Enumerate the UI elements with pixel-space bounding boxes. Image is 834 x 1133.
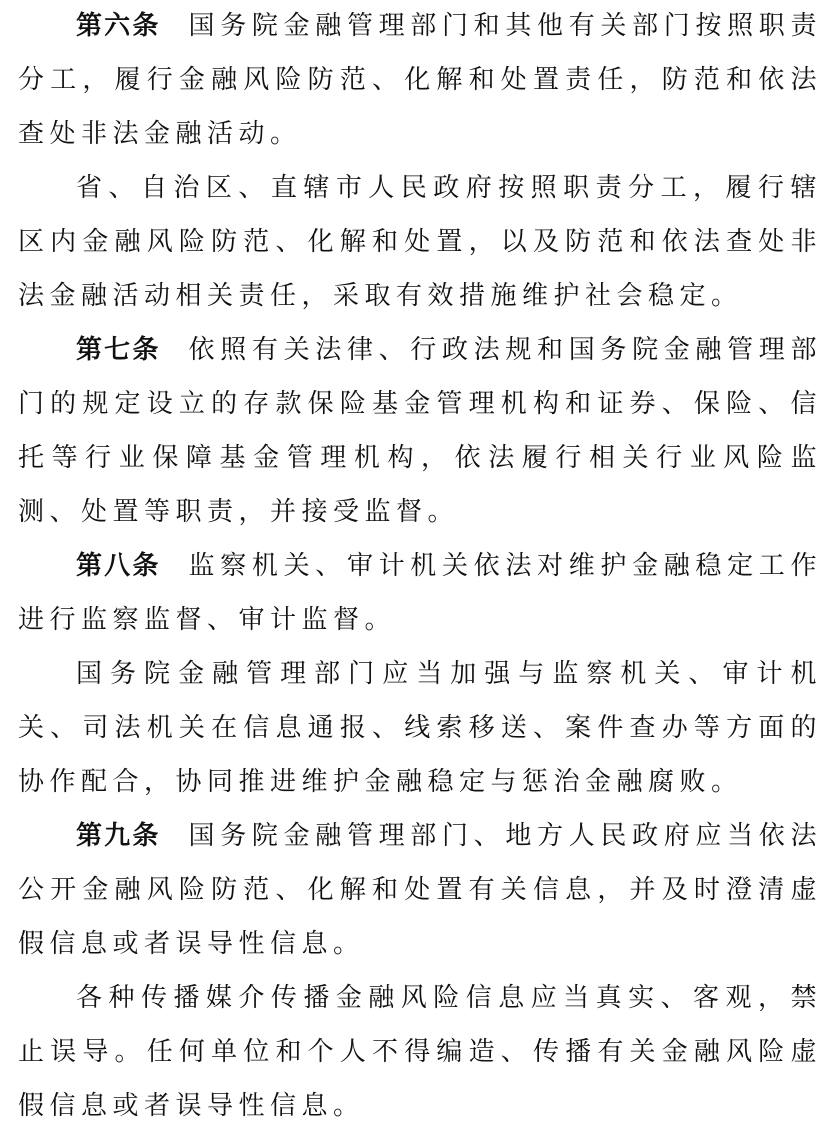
paragraph-text: 依照有关法律、行政法规和国务院金融管理部门的规定设立的存款保险基金管理机构和证券、保险、信托等行业保障基金管理机构，依法履行相关行业风险监测、处置等职责，并接受监督。 [18,335,822,527]
article-label: 第八条 [76,551,161,581]
article-label: 第六条 [76,11,161,41]
article-7-paragraph [18,323,822,539]
article-9-paragraph-2 [18,971,822,1133]
article-label: 第七条 [76,335,161,365]
article-label: 第九条 [76,821,161,851]
article-6-paragraph [18,0,822,161]
document-body [18,0,822,1133]
paragraph-text: 国务院金融管理部门和其他有关部门按照职责分工，履行金融风险防范、化解和处置责任，防范和依法查处非法金融活动。 [18,11,822,149]
article-6-paragraph-2 [18,161,822,323]
article-8-paragraph-2 [18,647,822,809]
article-9-paragraph [18,809,822,971]
article-8-paragraph [18,539,822,647]
paragraph-text: 国务院金融管理部门应当加强与监察机关、审计机关、司法机关在信息通报、线索移送、案件查办等方面的协作配合，协同推进维护金融稳定与惩治金融腐败。 [18,659,822,797]
paragraph-text: 省、自治区、直辖市人民政府按照职责分工，履行辖区内金融风险防范、化解和处置，以及防范和依法查处非法金融活动相关责任，采取有效措施维护社会稳定。 [18,173,822,311]
paragraph-text: 各种传播媒介传播金融风险信息应当真实、客观，禁止误导。任何单位和个人不得编造、传播有关金融风险虚假信息或者误导性信息。 [18,983,822,1121]
paragraph-text: 国务院金融管理部门、地方人民政府应当依法公开金融风险防范、化解和处置有关信息，并及时澄清虚假信息或者误导性信息。 [18,821,822,959]
paragraph-text: 监察机关、审计机关依法对维护金融稳定工作进行监察监督、审计监督。 [18,551,822,635]
